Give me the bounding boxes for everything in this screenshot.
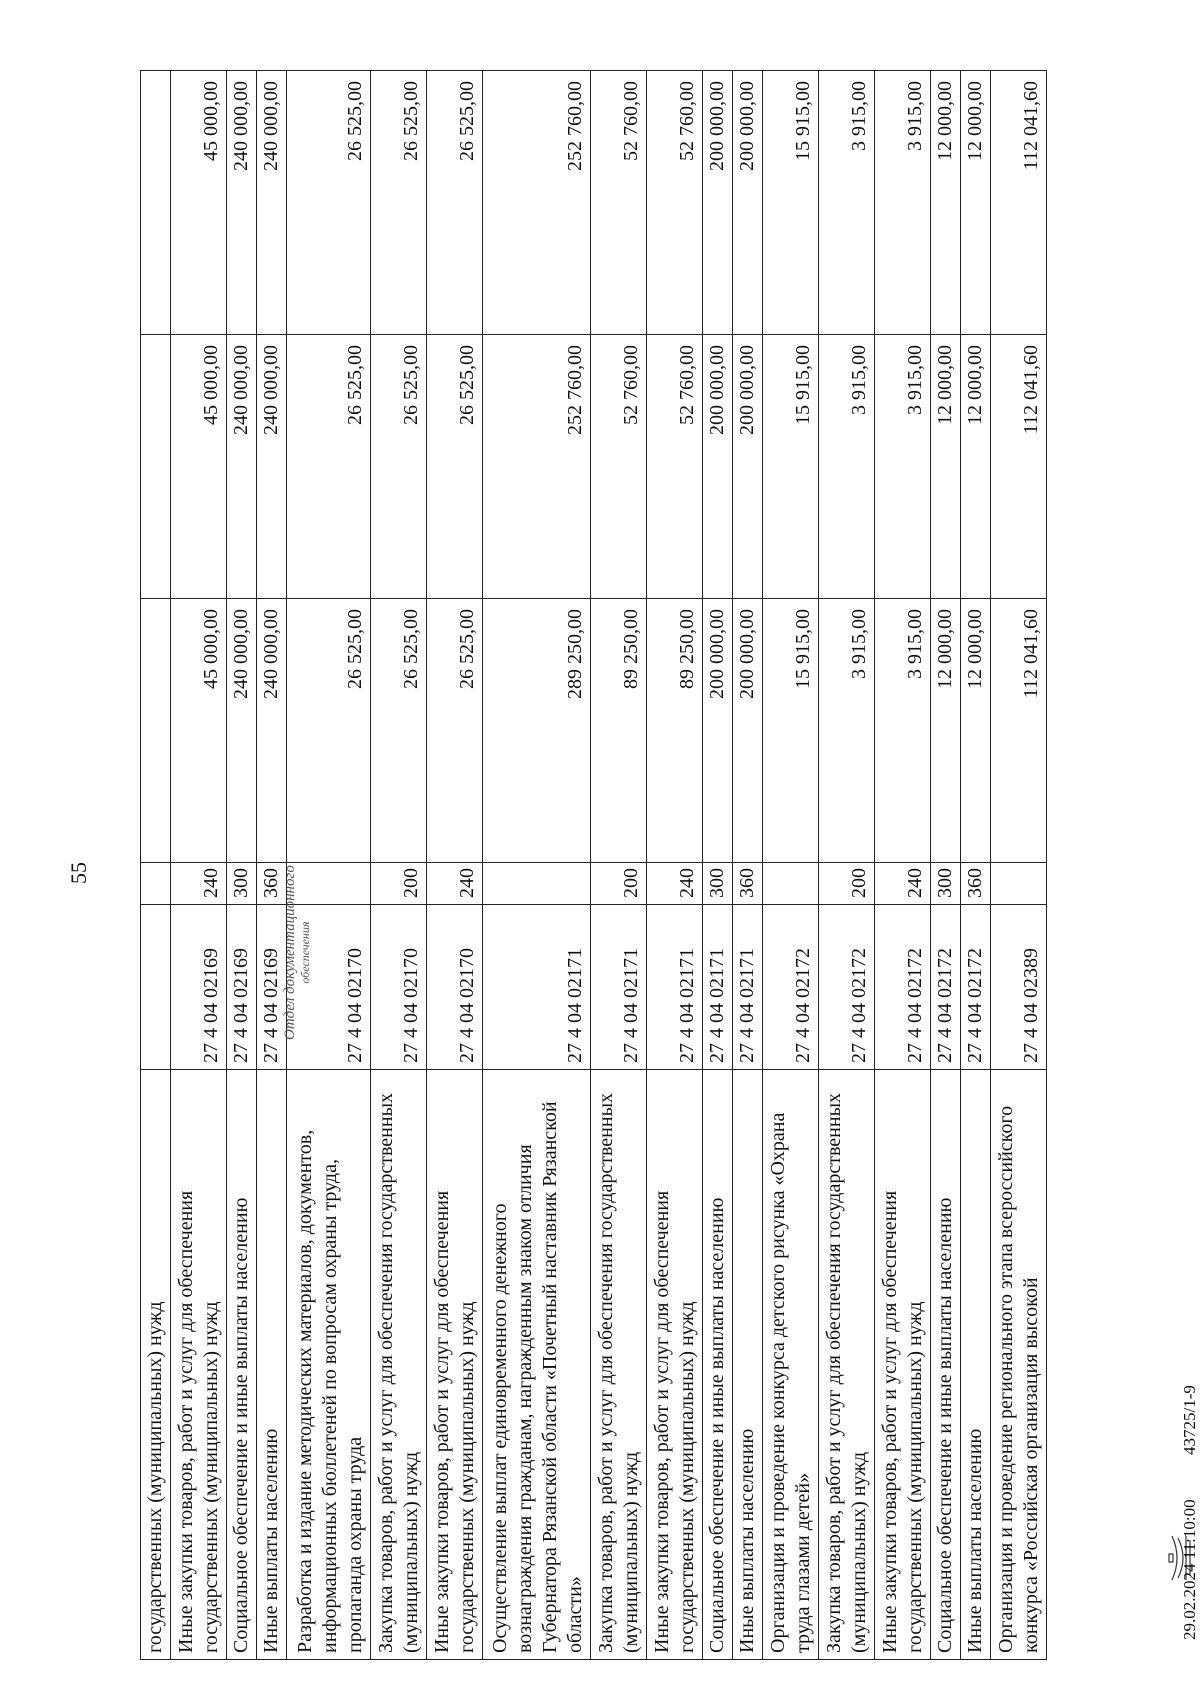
row-code-cell: 27 4 04 02170 — [371, 905, 427, 1070]
row-type-cell: 200 — [591, 863, 647, 905]
table-row — [171, 71, 227, 1660]
row-value-2-cell — [141, 335, 171, 599]
row-value-3-cell: 52 760,00 — [647, 71, 703, 335]
row-value-2-cell: 26 525,00 — [287, 335, 371, 599]
row-value-1-cell: 12 000,00 — [931, 599, 961, 863]
row-value-1-cell: 3 915,00 — [819, 599, 875, 863]
row-value-2-cell: 12 000,00 — [961, 335, 991, 599]
row-value-1-cell: 200 000,00 — [703, 599, 733, 863]
row-value-1-cell: 89 250,00 — [647, 599, 703, 863]
row-value-3-cell: 240 000,00 — [227, 71, 257, 335]
row-code-cell: 27 4 04 02171 — [647, 905, 703, 1070]
row-value-1-cell: 112 041,60 — [991, 599, 1047, 863]
row-value-3-cell: 200 000,00 — [703, 71, 733, 335]
row-value-2-cell: 26 525,00 — [427, 335, 483, 599]
row-type-cell: 240 — [647, 863, 703, 905]
page-number: 55 — [66, 862, 91, 884]
row-value-3-cell: 3 915,00 — [819, 71, 875, 335]
table-row — [819, 71, 875, 1660]
row-value-3-cell: 12 000,00 — [961, 71, 991, 335]
row-value-2-cell: 3 915,00 — [875, 335, 931, 599]
row-name-cell: Иные закупки товаров, работ и услуг для обеспечения государственных (муниципальных) нужд — [427, 1070, 483, 1660]
table-row — [931, 71, 961, 1660]
budget-table-container — [140, 70, 1042, 1660]
row-name-cell: Закупка товаров, работ и услуг для обеспечения государственных (муниципальных) нужд — [371, 1070, 427, 1660]
row-name-cell: Социальное обеспечение и иные выплаты населению — [931, 1070, 961, 1660]
row-name-cell: Организация и проведение конкурса детского рисунка «Охрана труда глазами детей» — [763, 1070, 819, 1660]
row-type-cell — [483, 863, 591, 905]
row-type-cell: 360 — [257, 863, 287, 905]
row-type-cell: 300 — [227, 863, 257, 905]
row-type-cell — [141, 863, 171, 905]
row-value-1-cell: 3 915,00 — [875, 599, 931, 863]
row-value-3-cell: 26 525,00 — [371, 71, 427, 335]
row-name-cell: Разработка и издание методических материалов, документов, информационных бюллетеней по вопросам охраны труда, пропаганда охраны труда — [287, 1070, 371, 1660]
row-code-cell: 27 4 04 02171 — [483, 905, 591, 1070]
row-code-cell: 27 4 04 02171 — [703, 905, 733, 1070]
row-value-1-cell: 12 000,00 — [961, 599, 991, 863]
row-value-3-cell: 3 915,00 — [875, 71, 931, 335]
row-value-3-cell: 112 041,60 — [991, 71, 1047, 335]
row-code-cell: 27 4 04 02169 — [171, 905, 227, 1070]
row-name-cell: Иные выплаты населению — [733, 1070, 763, 1660]
table-row — [875, 71, 931, 1660]
row-value-2-cell: 200 000,00 — [733, 335, 763, 599]
row-value-2-cell: 3 915,00 — [819, 335, 875, 599]
row-type-cell — [991, 863, 1047, 905]
row-value-1-cell: 45 000,00 — [171, 599, 227, 863]
row-value-3-cell: 15 915,00 — [763, 71, 819, 335]
row-type-cell: 200 — [371, 863, 427, 905]
row-type-cell: 240 — [875, 863, 931, 905]
row-code-cell: 27 4 04 02170 — [287, 905, 371, 1070]
row-code-cell: 27 4 04 02172 — [763, 905, 819, 1070]
row-type-cell — [763, 863, 819, 905]
row-code-cell: 27 4 04 02171 — [591, 905, 647, 1070]
row-name-cell: Иные выплаты населению — [961, 1070, 991, 1660]
row-value-3-cell: 26 525,00 — [287, 71, 371, 335]
row-value-1-cell: 26 525,00 — [287, 599, 371, 863]
row-name-cell: Социальное обеспечение и иные выплаты населению — [703, 1070, 733, 1660]
table-row — [371, 71, 427, 1660]
row-value-2-cell: 252 760,00 — [483, 335, 591, 599]
row-value-2-cell: 12 000,00 — [931, 335, 961, 599]
row-code-cell: 27 4 04 02172 — [819, 905, 875, 1070]
row-value-1-cell: 26 525,00 — [427, 599, 483, 863]
row-value-1-cell: 15 915,00 — [763, 599, 819, 863]
table-row — [591, 71, 647, 1660]
row-value-1-cell: 240 000,00 — [257, 599, 287, 863]
row-value-1-cell: 89 250,00 — [591, 599, 647, 863]
row-value-2-cell: 200 000,00 — [703, 335, 733, 599]
row-value-2-cell: 15 915,00 — [763, 335, 819, 599]
row-value-1-cell: 200 000,00 — [733, 599, 763, 863]
row-value-3-cell: 240 000,00 — [257, 71, 287, 335]
row-value-2-cell: 112 041,60 — [991, 335, 1047, 599]
row-name-cell: Закупка товаров, работ и услуг для обеспечения государственных (муниципальных) нужд — [591, 1070, 647, 1660]
table-row — [483, 71, 591, 1660]
row-value-3-cell: 52 760,00 — [591, 71, 647, 335]
table-row — [991, 71, 1047, 1660]
table-row — [141, 71, 171, 1660]
row-code-cell: 27 4 04 02170 — [427, 905, 483, 1070]
row-code-cell: 27 4 04 02169 — [227, 905, 257, 1070]
budget-table — [140, 70, 1047, 1660]
row-code-cell: 27 4 04 02171 — [733, 905, 763, 1070]
row-name-cell: Иные закупки товаров, работ и услуг для обеспечения государственных (муниципальных) нужд — [647, 1070, 703, 1660]
row-code-cell: 27 4 04 02172 — [931, 905, 961, 1070]
row-name-cell: Социальное обеспечение и иные выплаты населению — [227, 1070, 257, 1660]
row-name-cell: Закупка товаров, работ и услуг для обеспечения государственных (муниципальных) нужд — [819, 1070, 875, 1660]
department-stamp — [282, 865, 313, 1040]
row-value-1-cell — [141, 599, 171, 863]
row-type-cell: 240 — [171, 863, 227, 905]
row-value-2-cell: 52 760,00 — [647, 335, 703, 599]
footer-doc-number: 43725/1-9 — [1180, 1385, 1199, 1455]
table-row — [227, 71, 257, 1660]
row-value-3-cell: 26 525,00 — [427, 71, 483, 335]
row-name-cell: Иные выплаты населению — [257, 1070, 287, 1660]
row-name-cell: Иные закупки товаров, работ и услуг для обеспечения государственных (муниципальных) нужд — [875, 1070, 931, 1660]
row-name-cell: государственных (муниципальных) нужд — [141, 1070, 171, 1660]
budget-table-body — [141, 71, 1047, 1660]
stamp-line-2: обеспечения — [298, 921, 313, 984]
row-value-3-cell — [141, 71, 171, 335]
table-row — [763, 71, 819, 1660]
row-code-cell: 27 4 04 02172 — [961, 905, 991, 1070]
row-value-2-cell: 240 000,00 — [227, 335, 257, 599]
table-row — [703, 71, 733, 1660]
row-value-3-cell: 12 000,00 — [931, 71, 961, 335]
row-name-cell: Осуществление выплат единовременного денежного вознаграждения гражданам, награжденным знаком отличия Губернатора Рязанской области «Почетный наставник Рязанской области» — [483, 1070, 591, 1660]
row-value-3-cell: 252 760,00 — [483, 71, 591, 335]
row-value-1-cell: 289 250,00 — [483, 599, 591, 863]
row-code-cell: 27 4 04 02389 — [991, 905, 1047, 1070]
stamp-line-1: Отдел документационного — [282, 865, 298, 1040]
row-value-2-cell: 52 760,00 — [591, 335, 647, 599]
table-row — [647, 71, 703, 1660]
footer-timestamp: 29.02.2024 11:10:00 — [1180, 1499, 1199, 1640]
table-row — [961, 71, 991, 1660]
row-value-2-cell: 26 525,00 — [371, 335, 427, 599]
row-name-cell: Организация и проведение регионального этапа всероссийского конкурса «Российская организация высокой — [991, 1070, 1047, 1660]
table-row — [733, 71, 763, 1660]
row-type-cell: 300 — [703, 863, 733, 905]
row-type-cell: 360 — [733, 863, 763, 905]
row-type-cell: 300 — [931, 863, 961, 905]
row-name-cell: Иные закупки товаров, работ и услуг для обеспечения государственных (муниципальных) нужд — [171, 1070, 227, 1660]
row-value-3-cell: 45 000,00 — [171, 71, 227, 335]
row-type-cell: 200 — [819, 863, 875, 905]
row-value-3-cell: 200 000,00 — [733, 71, 763, 335]
row-code-cell: 27 4 04 02172 — [875, 905, 931, 1070]
table-row — [427, 71, 483, 1660]
row-value-1-cell: 26 525,00 — [371, 599, 427, 863]
row-code-cell — [141, 905, 171, 1070]
row-value-2-cell: 45 000,00 — [171, 335, 227, 599]
row-value-1-cell: 240 000,00 — [227, 599, 257, 863]
row-value-2-cell: 240 000,00 — [257, 335, 287, 599]
row-type-cell: 360 — [961, 863, 991, 905]
row-code-cell: 27 4 04 02169 — [257, 905, 287, 1070]
row-type-cell: 240 — [427, 863, 483, 905]
